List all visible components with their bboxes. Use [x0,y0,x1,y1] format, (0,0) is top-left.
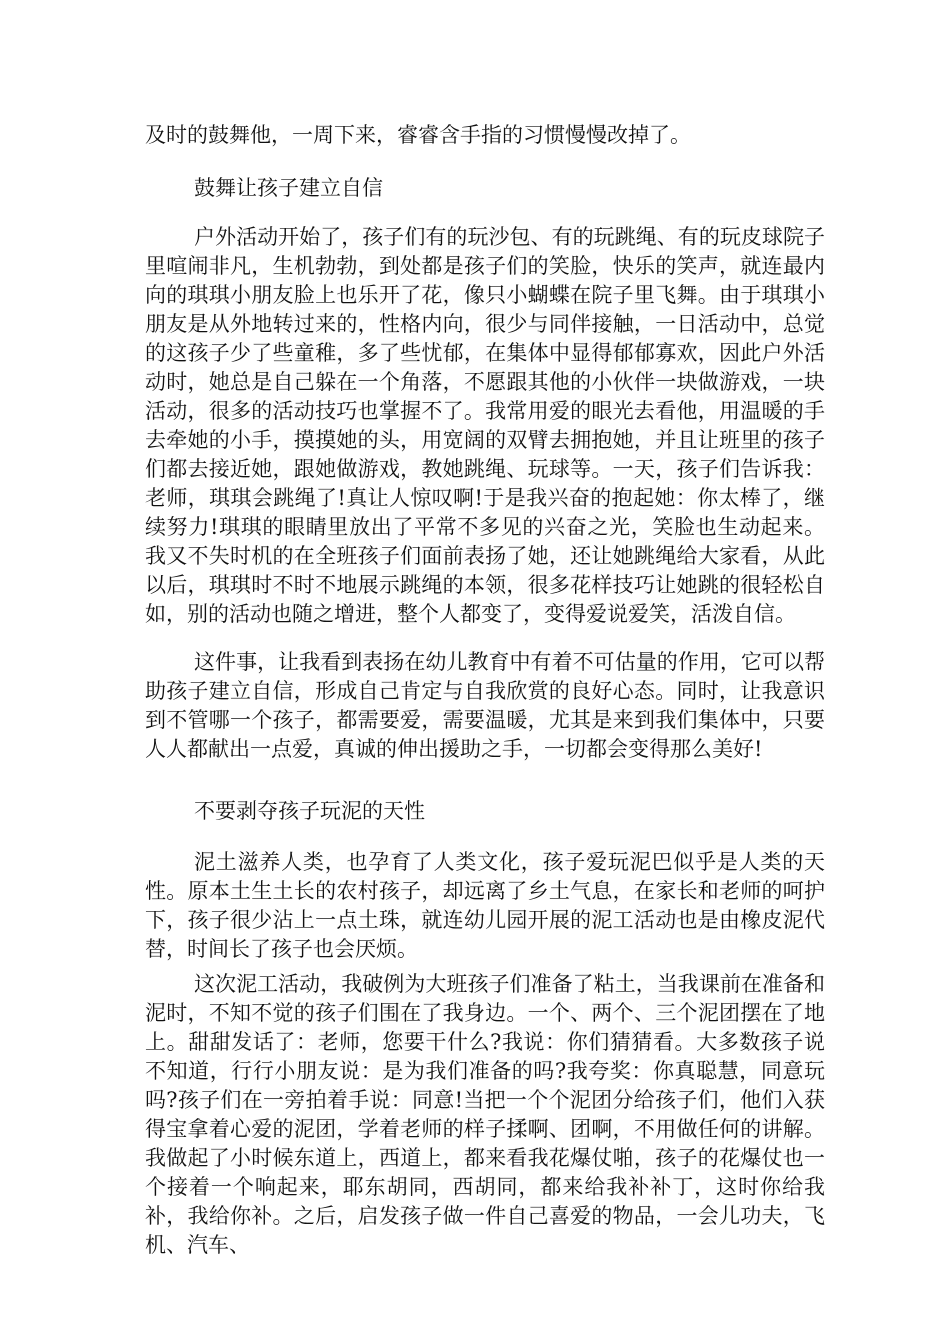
paragraph-outdoor-activity: 户外活动开始了，孩子们有的玩沙包、有的玩跳绳、有的玩皮球院子里喧闹非凡，生机勃勃，到处都是孩子们的笑脸，快乐的笑声，就连最内向的琪琪小朋友脸上也乐开了花，像只小蝴蝶在院子里飞舞。由于琪琪小朋友是从外地转过来的，性格内向，很少与同伴接触，一日活动中，总觉的这孩子少了些童稚，多了些忧郁，在集体中显得郁郁寡欢，因此户外活动时，她总是自己躲在一个角落，不愿跟其他的小伙伴一块做游戏，一块活动，很多的活动技巧也掌握不了。我常用爱的眼光去看他，用温暖的手去牵她的小手，摸摸她的头，用宽阔的双臂去拥抱她，并且让班里的孩子们都去接近她，跟她做游戏，教她跳绳、玩球等。一天，孩子们告诉我：老师，琪琪会跳绳了!真让人惊叹啊!于是我兴奋的抱起她：你太棒了，继续努力!琪琪的眼睛里放出了平常不多见的兴奋之光，笑脸也生动起来。我又不失时机的在全班孩子们面前表扬了她，还让她跳绳给大家看，从此以后，琪琪时不时不地展示跳绳的本领，很多花样技巧让她跳的很轻松自如，别的活动也随之增进，整个人都变了，变得爱说爱笑，活泼自信。 [145,225,825,626]
paragraph-clay-activity: 这次泥工活动，我破例为大班孩子们准备了粘土，当我课前在准备和泥时，不知不觉的孩子们围在了我身边。一个、两个、三个泥团摆在了地上。甜甜发话了：老师，您要干什么?我说：你们猜猜看。大多数孩子说不知道，行行小朋友说：是为我们准备的吗?我夸奖：你真聪慧，同意玩吗?孩子们在一旁拍着手说：同意!当把一个个泥团分给孩子们，他们入获得宝拿着心爱的泥团，学着老师的样子揉啊、团啊，不用做任何的讲解。我做起了小时候东道上，西道上，都来看我花爆仗啪，孩子的花爆仗也一个接着一个响起来，耶东胡同，西胡同，都来给我补补丁，这时你给我补，我给你补。之后，启发孩子做一件自己喜爱的物品，一会儿功夫，飞机、汽车、 [145,972,825,1257]
section-heading-mud-play: 不要剥夺孩子玩泥的天性 [194,799,425,823]
section-heading-confidence: 鼓舞让孩子建立自信 [194,176,383,200]
paragraph-praise-reflection: 这件事，让我看到表扬在幼儿教育中有着不可估量的作用，它可以帮助孩子建立自信，形成自己肯定与自我欣赏的良好心态。同时，让我意识到不管哪一个孩子，都需要爱，需要温暖，尤其是来到我们集体中，只要人人都献出一点爱，真诚的伸出援助之手，一切都会变得那么美好! [145,650,825,761]
paragraph-continuation: 及时的鼓舞他，一周下来，睿睿含手指的习惯慢慢改掉了。 [145,123,691,147]
paragraph-mud-nature: 泥土滋养人类，也孕育了人类文化，孩子爱玩泥巴似乎是人类的天性。原本土生土长的农村孩子，却远离了乡土气息，在家长和老师的呵护下，孩子很少沾上一点土珠，就连幼儿园开展的泥工活动也是由橡皮泥代替，时间长了孩子也会厌烦。 [145,850,825,961]
